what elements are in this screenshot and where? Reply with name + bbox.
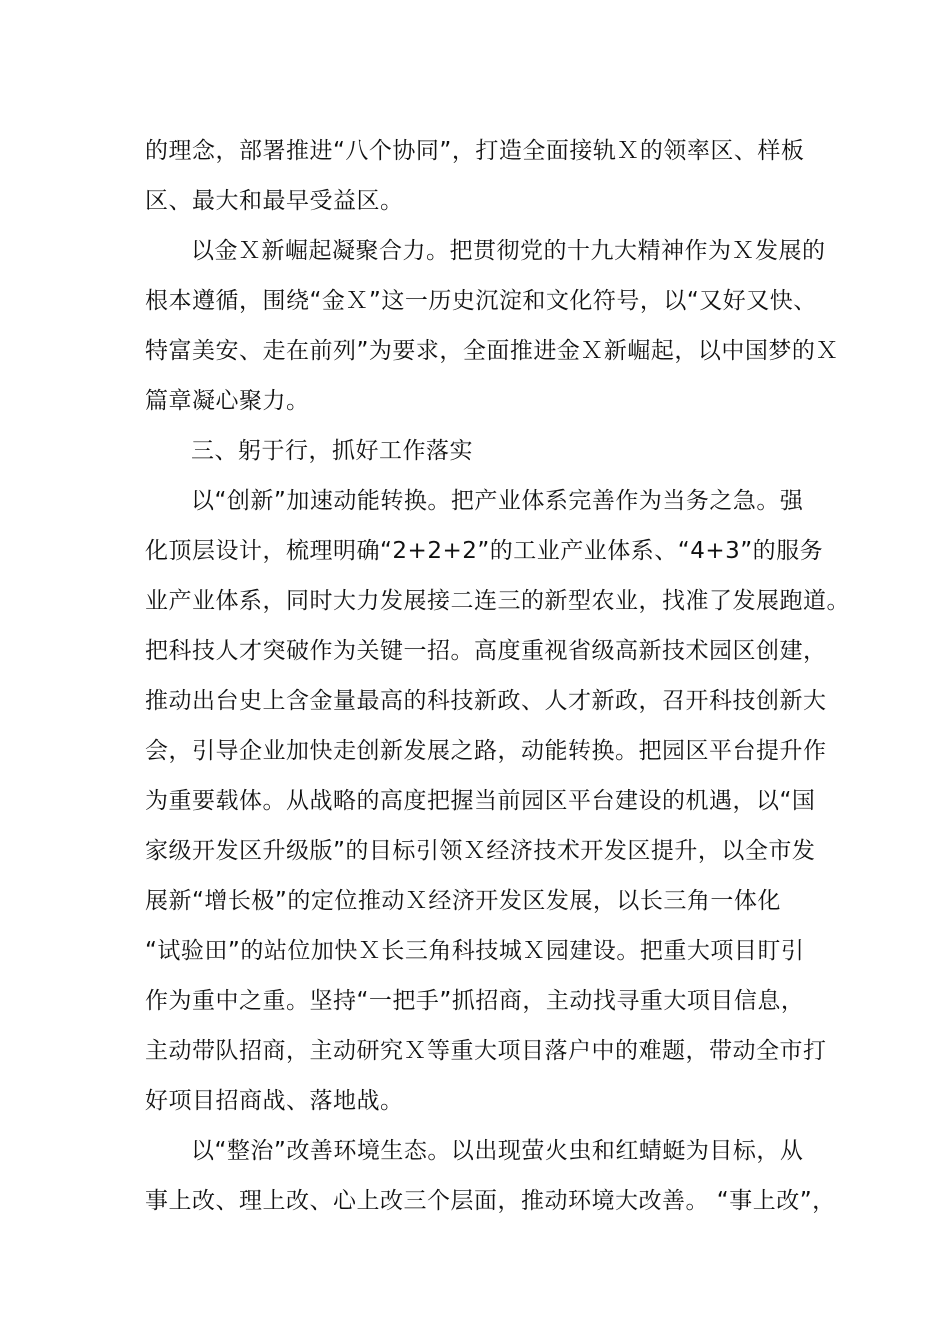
- text-line: 作为重中之重。坚持“一把手”抓招商，主动找寻重大项目信息，: [145, 988, 805, 1014]
- text-line: 的理念，部署推进“八个协同”，打造全面接轨Ｘ的领率区、样板: [145, 138, 805, 164]
- text-line: 主动带队招商，主动研究Ｘ等重大项目落户中的难题，带动全市打: [145, 1038, 827, 1064]
- text-line: “试验田”的站位加快Ｘ长三角科技城Ｘ园建设。把重大项目盯引: [145, 938, 805, 964]
- text-line: 区、最大和最早受益区。: [145, 188, 404, 214]
- text-line: 篇章凝心聚力。: [145, 388, 310, 414]
- text-line: 为重要载体。从战略的高度把握当前园区平台建设的机遇，以“国: [145, 788, 816, 814]
- paragraph-start-line: 以金Ｘ新崛起凝聚合力。把贯彻党的十九大精神作为Ｘ发展的: [191, 238, 826, 264]
- section-heading: 三、躬于行，抓好工作落实: [191, 438, 473, 464]
- text-line: 家级开发区升级版”的目标引领Ｘ经济技术开发区提升，以全市发: [145, 838, 816, 864]
- text-line: 把科技人才突破作为关键一招。高度重视省级高新技术园区创建，: [145, 638, 827, 664]
- text-line: 特富美安、走在前列”为要求，全面推进金Ｘ新崛起，以中国梦的Ｘ: [145, 338, 839, 364]
- document-body: [145, 126, 850, 1226]
- text-line: 会，引导企业加快走创新发展之路，动能转换。把园区平台提升作: [145, 738, 827, 764]
- paragraph-start-line: 以“创新”加速动能转换。把产业体系完善作为当务之急。强: [191, 488, 804, 514]
- text-line: 推动出台史上含金量最高的科技新政、人才新政，召开科技创新大: [145, 688, 827, 714]
- text-line: 根本遵循，围绕“金Ｘ”这一历史沉淀和文化符号，以“又好又快、: [145, 288, 817, 314]
- text-line: 展新“增长极”的定位推动Ｘ经济开发区发展，以长三角一体化: [145, 888, 781, 914]
- text-line: 事上改、理上改、心上改三个层面，推动环境大改善。 “事上改”，: [145, 1188, 836, 1214]
- text-line: 业产业体系，同时大力发展接二连三的新型农业，找准了发展跑道。: [145, 588, 850, 614]
- text-line: 好项目招商战、落地战。: [145, 1088, 404, 1114]
- text-line: 化顶层设计，梳理明确“2+2+2”的工业产业体系、“4+3”的服务: [145, 538, 824, 564]
- paragraph-start-line: 以“整治”改善环境生态。以出现萤火虫和红蜻蜓为目标，从: [191, 1138, 804, 1164]
